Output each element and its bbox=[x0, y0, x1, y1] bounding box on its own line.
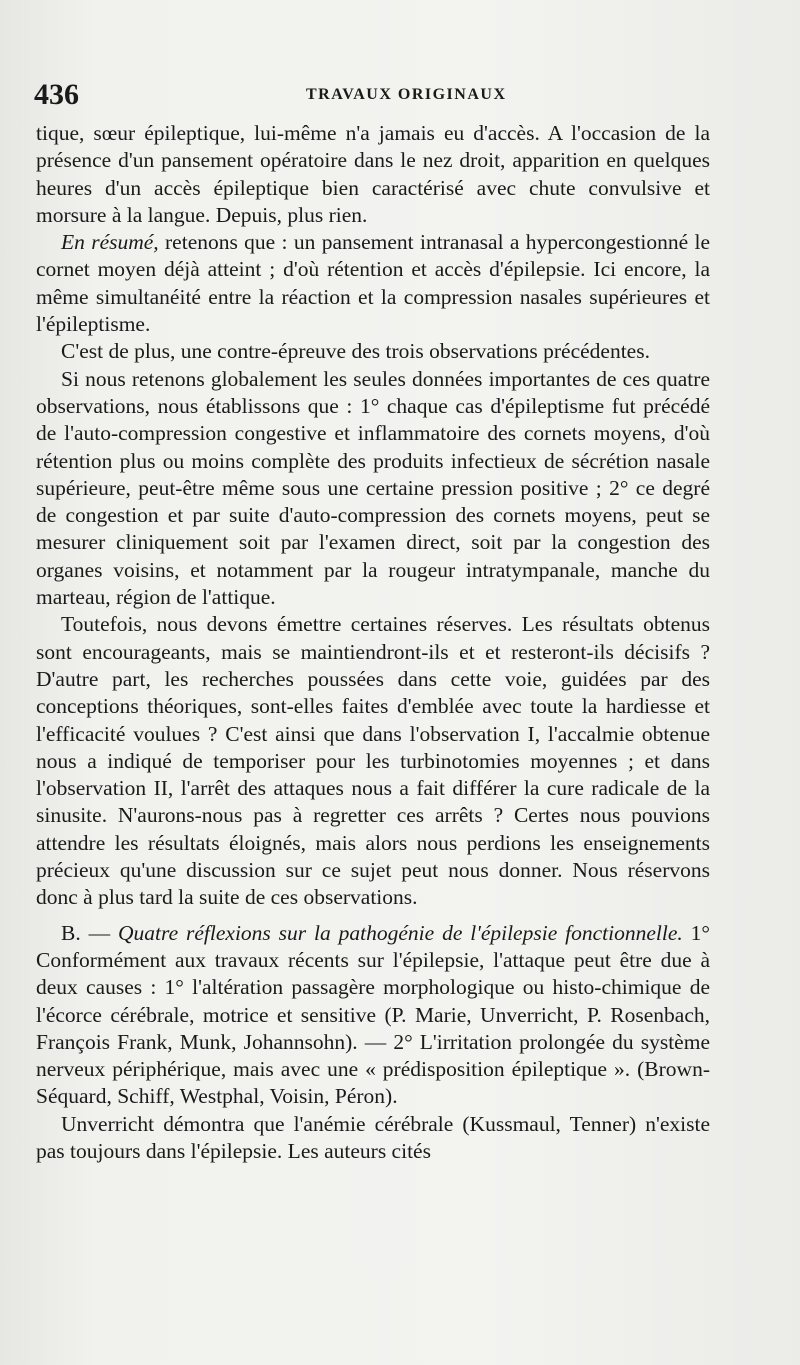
paragraph-1-text: tique, sœur épileptique, lui-même n'a jamais eu d'accès. A l'occasion de la présence d'un pansement opératoire dans le nez droit, apparition en quelques heures d'un accès épileptique bien caractérisé avec chute convulsive et morsure à la langue. Depuis, plus rien. bbox=[36, 121, 710, 227]
section-marker: B. — bbox=[61, 920, 118, 945]
paragraph-3 bbox=[36, 338, 710, 365]
paragraph-2-lead: En résumé, bbox=[61, 230, 159, 255]
paragraph-3-text: C'est de plus, une contre-épreuve des trois observations précédentes. bbox=[61, 339, 650, 364]
page-header bbox=[34, 78, 750, 114]
paragraph-final bbox=[36, 1111, 710, 1166]
paragraph-2-text: retenons que : un pansement intranasal a hypercongestionné le cornet moyen déjà atteint ; d'où rétention et accès d'épilepsie. Ici encore, la même simultanéité entre la réaction et la compression nasales supérieures et l'épileptisme. bbox=[36, 230, 710, 337]
running-title: TRAVAUX ORIGINAUX bbox=[306, 86, 507, 103]
body-text bbox=[36, 120, 710, 1165]
page-number: 436 bbox=[34, 78, 79, 111]
paragraph-4-text: Si nous retenons globalement les seules données importantes de ces quatre observations, nous établissons que : 1° chaque cas d'épileptisme fut précédé de l'auto-compression congestive et inflammatoire des cornets moyens, d'où rétention plus ou moins complète des produits infectieux de sécrétion nasale supérieure, peut-être même sous une certaine pression positive ; 2° ce degré de congestion et par suite d'auto-compression des cornets moyens, peut se mesurer cliniquement soit par l'examen direct, soit par la congestion des organes voisins, et notamment par la rougeur intratympanale, manche du marteau, région de l'attique. bbox=[36, 366, 710, 610]
paragraph-5-text: Toutefois, nous devons émettre certaines réserves. Les résultats obtenus sont encourageants, mais se maintiendront-ils et et resteront-ils décisifs ? D'autre part, les recherches poussées dans cette voie, guidées par des conceptions théoriques, sont-elles faites d'emblée avec toute la hardiesse et l'efficacité voulues ? C'est ainsi que dans l'observation I, l'accalmie obtenue nous a indiqué de temporiser pour les turbinotomies moyennes ; et dans l'observation II, l'arrêt des attaques nous a fait différer la cure radicale de la sinusite. N'aurons-nous pas à regretter ces arrêts ? Certes nous pouvions attendre les résultats éloignés, mais alors nous perdions les enseignements précieux qu'une discussion sur ce sujet peut nous donner. Nous réservons donc à plus tard la suite de ces observations. bbox=[36, 612, 710, 910]
paragraph-2 bbox=[36, 229, 710, 338]
paragraph-final-text: Unverricht démontra que l'anémie cérébrale (Kussmaul, Tenner) n'existe pas toujours dans l'épilepsie. Les auteurs cités bbox=[36, 1111, 710, 1163]
section-title: Quatre réflexions sur la pathogénie de l'épilepsie fonctionnelle. bbox=[118, 920, 683, 945]
section-text: 1° Conformément aux travaux récents sur l'épilepsie, l'attaque peut être due à deux causes : 1° l'altération passagère morphologique ou histo-chimique de l'écorce cérébrale, motrice et sensitive (P. Marie, Unverricht, P. Rosenbach, François Frank, Munk, Johannsohn). — 2° L'irritation prolongée du système nerveux périphérique, mais avec une « prédisposition épileptique ». (Brown-Séquard, Schiff, Westphal, Voisin, Péron). bbox=[36, 920, 710, 1109]
section-b bbox=[36, 920, 710, 1111]
paragraph-1 bbox=[36, 120, 710, 229]
paragraph-4 bbox=[36, 366, 710, 612]
paragraph-5 bbox=[36, 611, 710, 911]
